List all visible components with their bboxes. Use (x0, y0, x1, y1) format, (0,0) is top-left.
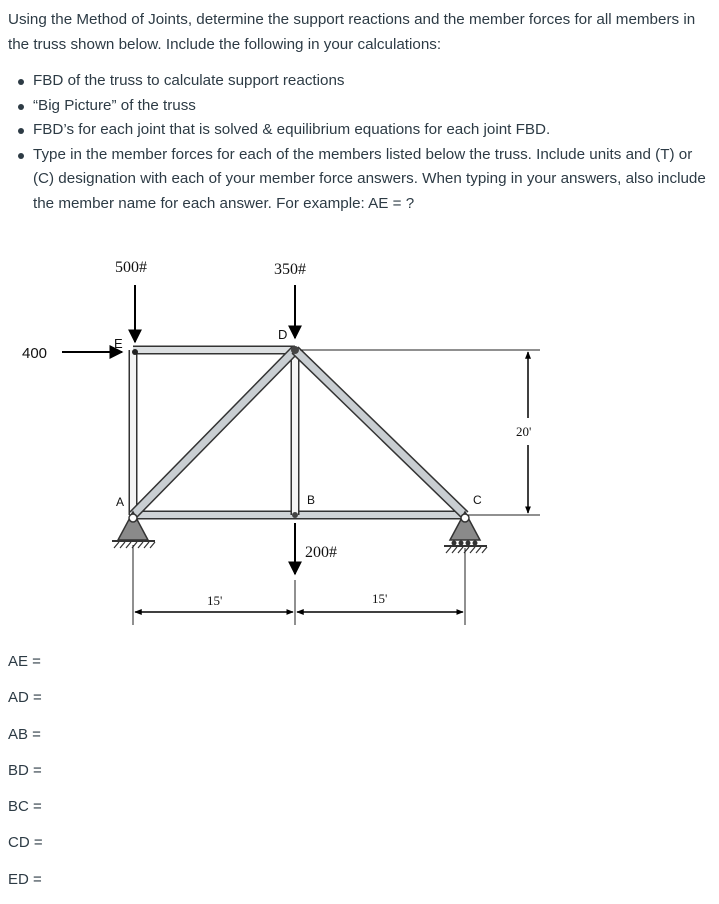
left-span-label: 15' (207, 593, 223, 608)
joint-pin-b (292, 512, 298, 518)
requirement-item: FBD of the truss to calculate support reactions (14, 69, 714, 94)
problem-statement: Using the Method of Joints, determine the support reactions and the member forces for all members in the truss shown below. Include the following in your calculations: (8, 11, 696, 53)
requirement-item: “Big Picture” of the truss (14, 94, 714, 119)
answer-label: AE = (8, 653, 41, 670)
answer-list (8, 650, 43, 904)
height-dimension-label: 20' (516, 424, 532, 439)
joint-pin-e (132, 349, 138, 355)
answer-label: AD = (8, 689, 42, 707)
joint-label-d: D (278, 327, 288, 342)
requirement-item: FBD’s for each joint that is solved & equilibrium equations for each joint FBD. (14, 118, 714, 143)
joint-label-b: B (307, 493, 316, 507)
truss-members (133, 350, 465, 515)
right-span-label: 15' (372, 591, 388, 606)
answer-label: BC = (8, 798, 42, 816)
load-label-e: 500# (115, 259, 147, 276)
load-label-b: 200# (305, 544, 337, 561)
answer-label: ED = (8, 870, 42, 888)
requirement-item: Type in the member forces for each of the members listed below the truss. Include units and (T) or (C) designation with each of your member force answers. When typing in your answers, also include the member name for each answer. For example: AE = ? (14, 143, 714, 217)
joint-label-e: E (114, 336, 123, 351)
joint-label-a: A (116, 495, 125, 509)
answer-label: CD = (8, 834, 43, 852)
joint-pin-d (291, 346, 299, 354)
answer-label: BD = (8, 761, 42, 779)
answer-label: AB = (8, 725, 41, 743)
requirements-list (14, 69, 714, 216)
truss-diagram (0, 240, 719, 640)
load-label-d: 350# (274, 261, 306, 278)
joint-label-c: C (473, 493, 482, 507)
load-label-horizontal: 400 (22, 345, 48, 362)
